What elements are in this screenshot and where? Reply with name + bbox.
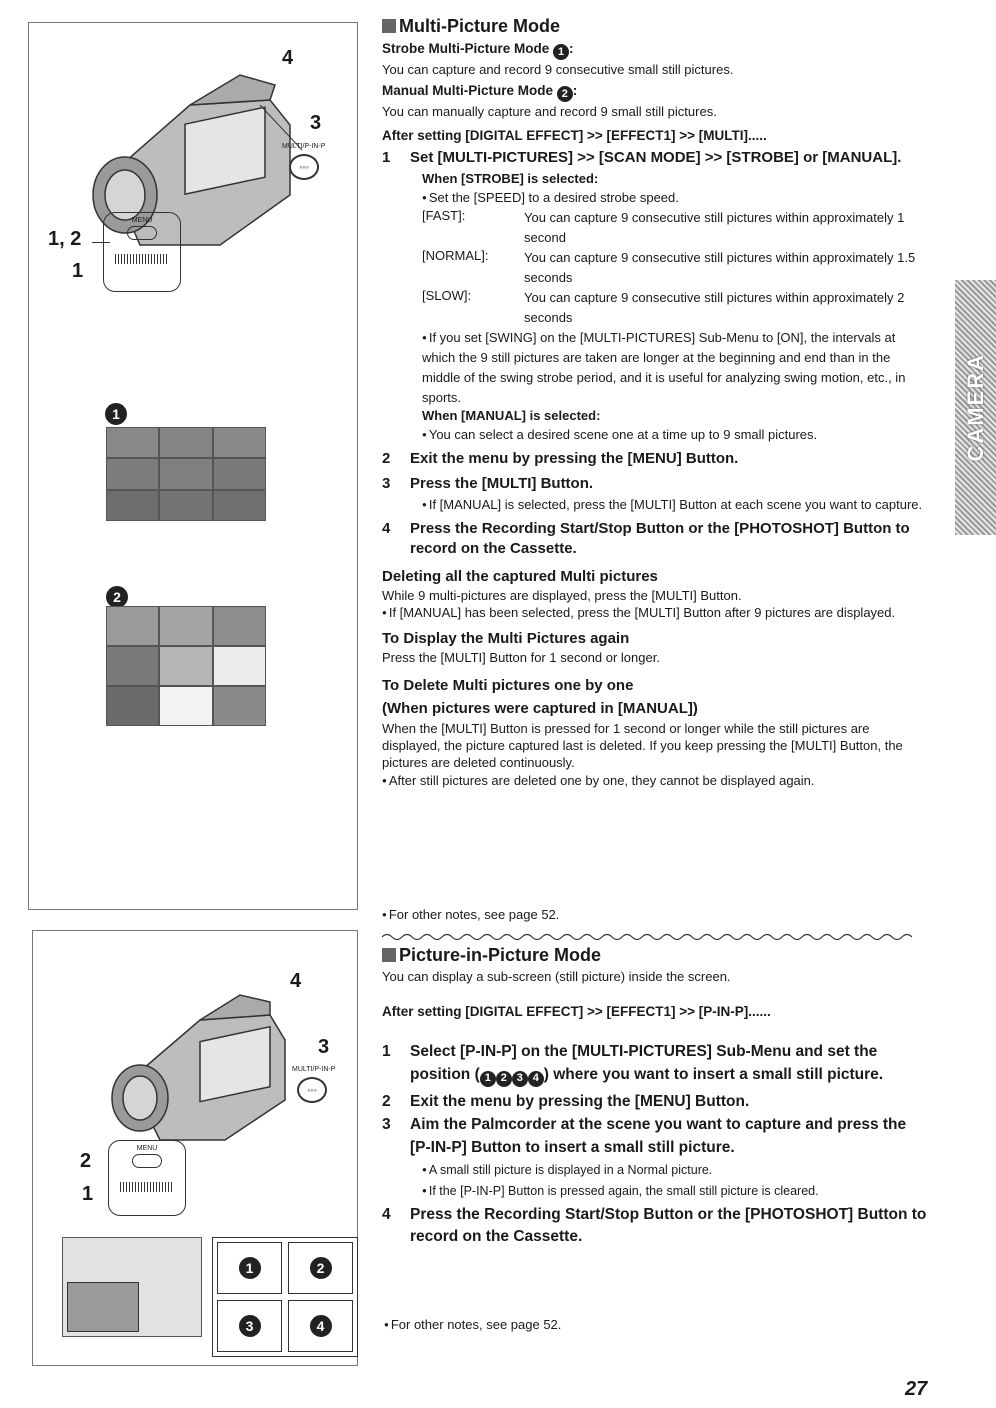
delete-one-note: ● After still pictures are deleted one by one, they cannot be displayed again. (382, 773, 930, 789)
grid-cell (106, 458, 159, 489)
dial-icon (120, 1182, 174, 1192)
step-2: 2 Exit the menu by pressing the [MENU] Button. (382, 450, 739, 467)
menu-button-label: MENU (136, 1145, 158, 1152)
grid-cell (106, 606, 159, 646)
strobe-multi-picture-grid (106, 427, 266, 521)
grid-cell (106, 646, 159, 686)
grid-cell (159, 458, 212, 489)
deleting-heading: Deleting all the captured Multi pictures (382, 568, 658, 585)
display-again-desc: Press the [MULTI] Button for 1 second or longer. (382, 650, 660, 665)
grid-cell (213, 490, 266, 521)
manual-desc: You can manually capture and record 9 small still pictures. (382, 104, 717, 119)
section-square-icon (382, 19, 396, 33)
position-2: 2 (288, 1242, 353, 1294)
deleting-desc: While 9 multi-pictures are displayed, press the [MULTI] Button. (382, 588, 742, 603)
multi-button-label-bottom: MULTI/P-IN-P (292, 1066, 336, 1073)
pinp-step-2: 2 Exit the menu by pressing the [MENU] Button. (382, 1092, 750, 1110)
grid-cell (159, 646, 212, 686)
position-3: 3 (217, 1300, 282, 1352)
pinp-step-3: 3 Aim the Palmcorder at the scene you want to capture and press the [P-IN-P] Button to insert a small still picture. (382, 1115, 907, 1156)
dial-icon (115, 254, 169, 264)
grid-cell (213, 686, 266, 726)
when-manual: When [MANUAL] is selected: (422, 408, 601, 423)
callout-1-2: 1, 2 (48, 228, 82, 250)
step-4: 4 Press the Recording Start/Stop Button or the [PHOTOSHOT] Button to record on the Cassette. (382, 520, 910, 557)
manual-heading: Manual Multi-Picture Mode 2 : (382, 83, 578, 100)
pinp-after-setting: After setting [DIGITAL EFFECT] >> [EFFECT1] >> [P-IN-P]...... (382, 1004, 771, 1019)
grid-cell (106, 427, 159, 458)
grid-cell (159, 427, 212, 458)
grid-cell (159, 686, 212, 726)
pinp-subscreen (67, 1282, 139, 1332)
strobe-heading: Strobe Multi-Picture Mode 1 : (382, 41, 574, 58)
speed-normal: [NORMAL]: You can capture 9 consecutive still pictures within approximately 1.5 seconds (422, 248, 916, 285)
grid-cell (213, 458, 266, 489)
position-marker-3: 3 (512, 1071, 528, 1087)
section-divider (382, 932, 912, 942)
step-1: 1 Set [MULTI-PICTURES] >> [SCAN MODE] >> [STROBE] or [MANUAL]. (382, 149, 902, 166)
step-3-note: ● If [MANUAL] is selected, press the [MULTI] Button at each scene you want to capture. (382, 496, 930, 514)
callout-2-bottom: 2 (80, 1150, 92, 1172)
grid-cell (213, 427, 266, 458)
strobe-desc: You can capture and record 9 consecutive small still pictures. (382, 62, 734, 77)
grid-cell (213, 646, 266, 686)
grid-cell (106, 686, 159, 726)
set-speed: ● Set the [SPEED] to a desired strobe speed. (382, 190, 930, 206)
menu-button-closeup-top (103, 212, 181, 292)
callout-line (92, 242, 110, 243)
swing-note: ● If you set [SWING] on the [MULTI-PICTURES] Sub-Menu to [ON], the intervals at which the 9 still pictures are taken are longer at the beginning and end than in the middle of the swing strobe period, and it is useful for analyzing swing motion, etc., in sports. (382, 328, 930, 408)
grid-cell (159, 490, 212, 521)
step-3: 3 Press the [MULTI] Button. (382, 475, 594, 492)
menu-button-icon (127, 226, 157, 240)
pinp-step-3-note-1: ● A small still picture is displayed in a Normal picture. (382, 1161, 930, 1179)
deleting-note: ● If [MANUAL] has been selected, press the [MULTI] Button after 9 pictures are displayed. (382, 604, 930, 622)
manual-multi-picture-grid (106, 606, 266, 726)
pinp-step-3-note-2: ● If the [P-IN-P] Button is pressed again, the small still picture is cleared. (382, 1182, 930, 1200)
pinp-title: Picture-in-Picture Mode (382, 945, 930, 965)
multi-button-icon-top: ◦◦◦ (289, 154, 319, 180)
grid-cell (106, 490, 159, 521)
after-setting: After setting [DIGITAL EFFECT] >> [EFFECT1] >> [MULTI]..... (382, 128, 767, 143)
marker-2: 2 (557, 86, 573, 102)
speed-fast: [FAST]: You can capture 9 consecutive still pictures within approximately 1 second (422, 208, 905, 245)
menu-button-label: MENU (131, 217, 153, 224)
multi-button-label-top: MULTI/P-IN-P (282, 143, 326, 150)
pinp-step-4: 4 Press the Recording Start/Stop Button or the [PHOTOSHOT] Button to record on the Cassette. (382, 1205, 927, 1245)
figure-2-marker: 2 (106, 586, 128, 608)
callout-3-bottom: 3 (318, 1036, 330, 1058)
pinp-position-grid (212, 1237, 358, 1357)
multi-other-notes: ● For other notes, see page 52. (382, 907, 559, 922)
callout-1-top: 1 (72, 260, 84, 282)
callout-1-bottom: 1 (82, 1183, 94, 1205)
figure-1-marker: 1 (105, 403, 127, 425)
grid-cell (159, 606, 212, 646)
camera-side-tab: CAMERA (955, 280, 996, 535)
grid-cell (213, 606, 266, 646)
multi-button-icon-bottom: ◦◦◦ (297, 1077, 327, 1103)
pinp-section (382, 945, 930, 1248)
pinp-step-1: 1 Select [P-IN-P] on the [MULTI-PICTURES] Sub-Menu and set the position ( 1 2 3 4 ) where you want to insert a small still picture. (382, 1040, 930, 1087)
menu-button-closeup-bottom (108, 1140, 186, 1216)
pinp-desc: You can display a sub-screen (still picture) inside the screen. (382, 969, 731, 984)
position-marker-4: 4 (528, 1071, 544, 1087)
multi-picture-title: Multi-Picture Mode (382, 16, 930, 36)
position-marker-2: 2 (496, 1071, 512, 1087)
pinp-example-picture (62, 1237, 202, 1337)
speed-slow: [SLOW]: You can capture 9 consecutive still pictures within approximately 2 seconds (422, 288, 905, 325)
callout-3-top: 3 (310, 112, 322, 134)
manual-note: ● You can select a desired scene one at a time up to 9 small pictures. (382, 427, 930, 443)
page-number: 27 (905, 1378, 928, 1400)
section-square-icon (382, 948, 396, 962)
menu-button-icon (132, 1154, 162, 1168)
delete-one-desc: When the [MULTI] Button is pressed for 1 second or longer while the still pictures are displayed, the picture captured last is deleted. If you keep pressing the [MULTI] Button, the pictures are deleted continuously. (382, 721, 903, 770)
pinp-other-notes: ● For other notes, see page 52. (384, 1317, 561, 1332)
position-4: 4 (288, 1300, 353, 1352)
marker-1: 1 (553, 44, 569, 60)
display-again-heading: To Display the Multi Pictures again (382, 630, 630, 647)
position-marker-1: 1 (480, 1071, 496, 1087)
callout-4-top: 4 (282, 47, 294, 69)
multi-picture-section (382, 16, 930, 789)
delete-one-heading-2: (When pictures were captured in [MANUAL]) (382, 700, 698, 717)
callout-4-bottom: 4 (290, 970, 302, 992)
when-strobe: When [STROBE] is selected: (422, 171, 599, 186)
delete-one-heading: To Delete Multi pictures one by one (382, 677, 634, 694)
position-1: 1 (217, 1242, 282, 1294)
